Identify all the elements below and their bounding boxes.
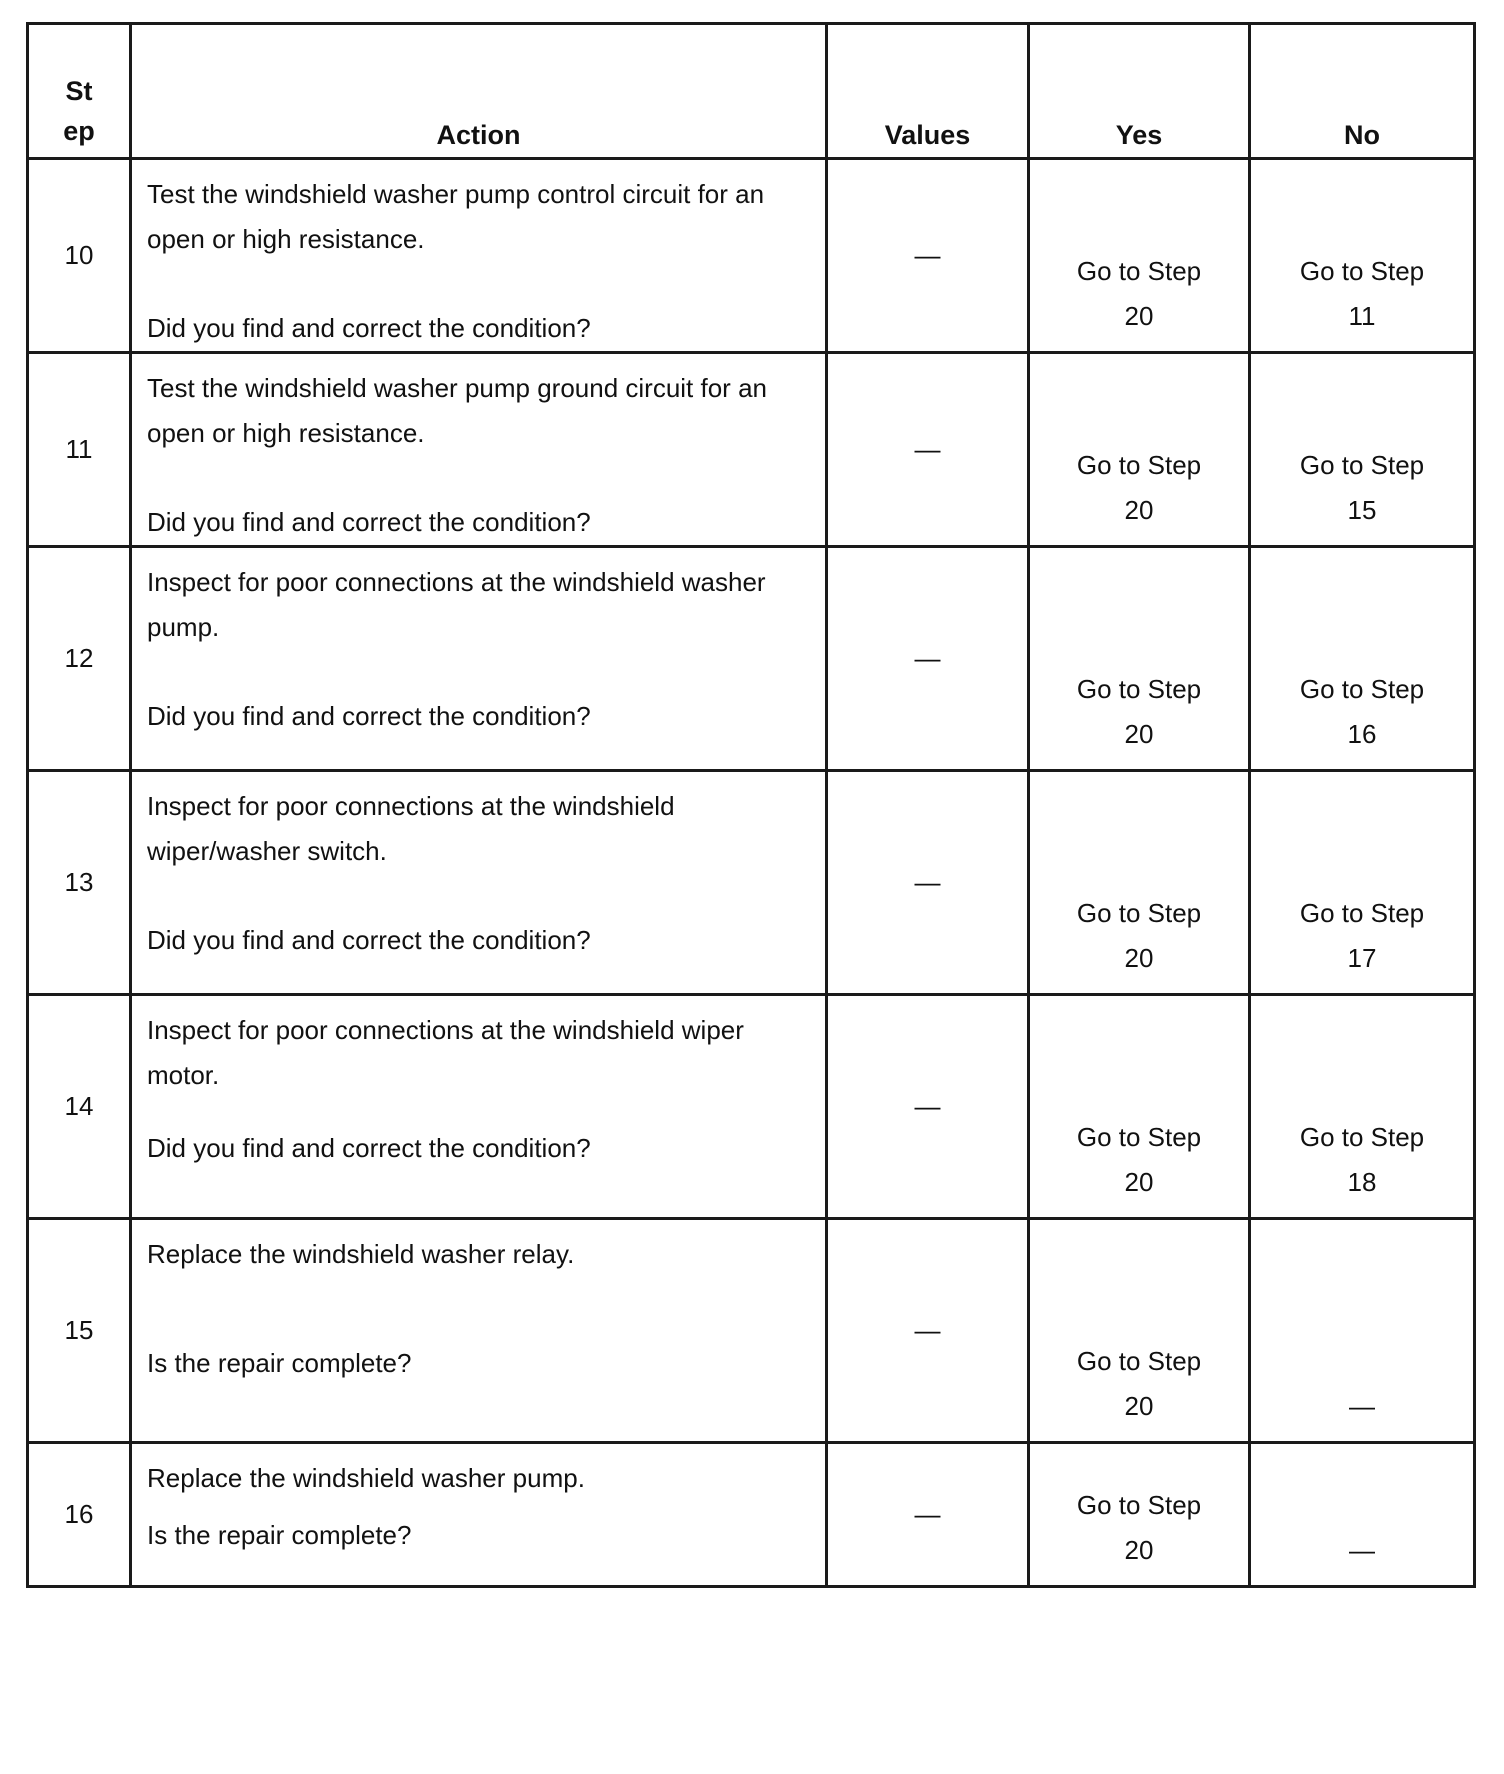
yes-goto-text: Go to Step [1076,674,1202,704]
no-goto-step: 18 [1347,1167,1377,1197]
no-cell [1250,159,1475,353]
values-cell [827,353,1029,547]
values-dash: — [914,1499,941,1529]
values-cell [827,771,1029,995]
action-question: Is the repair complete? [147,1348,412,1378]
table-row [28,771,1475,995]
action-cell [131,1219,827,1443]
header-no: No [1250,24,1475,159]
header-yes: Yes [1029,24,1250,159]
no-goto-step: 16 [1347,719,1377,749]
table-row [28,1219,1475,1443]
yes-goto-step: 20 [1124,1535,1154,1565]
action-cell [131,159,827,353]
no-cell [1250,771,1475,995]
values-dash: — [914,434,941,464]
no-cell [1250,547,1475,771]
header-action: Action [131,24,827,159]
action-text: Test the windshield washer pump ground circuit for an open or high resistance. [147,373,767,448]
header-step-line2: ep [63,116,95,146]
step-number: 10 [28,159,131,353]
header-step [28,24,131,159]
values-cell [827,1219,1029,1443]
no-goto-text: Go to Step [1299,898,1425,928]
no-goto-text: Go to Step [1299,674,1425,704]
yes-cell [1029,995,1250,1219]
yes-goto-step: 20 [1124,719,1154,749]
step-number: 15 [28,1219,131,1443]
action-cell [131,547,827,771]
action-cell [131,353,827,547]
values-cell [827,547,1029,771]
action-question: Did you find and correct the condition? [147,701,591,731]
yes-goto-step: 20 [1124,943,1154,973]
action-question: Is the repair complete? [147,1520,412,1550]
values-cell [827,1443,1029,1587]
no-dash: — [1349,1391,1375,1421]
values-dash: — [914,643,941,673]
step-number: 16 [28,1443,131,1587]
no-goto-step: 15 [1347,495,1377,525]
no-goto-step: 17 [1347,943,1377,973]
action-cell [131,1443,827,1587]
action-text: Replace the windshield washer relay. [147,1239,575,1269]
action-text: Inspect for poor connections at the windshield washer pump. [147,567,766,642]
yes-goto-text: Go to Step [1076,1346,1202,1376]
table-row [28,995,1475,1219]
no-goto-text: Go to Step [1299,450,1425,480]
no-goto-text: Go to Step [1299,256,1425,286]
table-row [28,1443,1475,1587]
action-text: Replace the windshield washer pump. [147,1463,585,1493]
action-text: Inspect for poor connections at the windshield wiper/washer switch. [147,791,675,866]
values-dash: — [914,867,941,897]
table-row [28,159,1475,353]
action-question: Did you find and correct the condition? [147,1133,591,1163]
header-row [28,24,1475,159]
yes-goto-step: 20 [1124,495,1154,525]
step-number: 13 [28,771,131,995]
action-question: Did you find and correct the condition? [147,313,591,343]
yes-goto-step: 20 [1124,301,1154,331]
yes-cell [1029,547,1250,771]
action-text: Inspect for poor connections at the windshield wiper motor. [147,1015,744,1090]
values-cell [827,995,1029,1219]
no-goto-step: 11 [1348,301,1376,331]
action-cell [131,771,827,995]
table-row [28,353,1475,547]
action-question: Did you find and correct the condition? [147,507,591,537]
values-cell [827,159,1029,353]
yes-goto-step: 20 [1124,1167,1154,1197]
no-cell [1250,995,1475,1219]
yes-cell [1029,353,1250,547]
header-step-line1: St [65,76,93,106]
yes-goto-text: Go to Step [1076,256,1202,286]
values-dash: — [914,240,941,270]
step-number: 11 [28,353,131,547]
diagnostic-table [26,22,1476,1588]
action-text: Test the windshield washer pump control circuit for an open or high resistance. [147,179,765,254]
action-question: Did you find and correct the condition? [147,925,591,955]
yes-goto-text: Go to Step [1076,1122,1202,1152]
yes-cell [1029,1219,1250,1443]
yes-goto-text: Go to Step [1076,898,1202,928]
no-dash: — [1349,1535,1375,1565]
step-number: 14 [28,995,131,1219]
table-row [28,547,1475,771]
step-number: 12 [28,547,131,771]
values-dash: — [914,1091,941,1121]
yes-cell [1029,1443,1250,1587]
yes-cell [1029,159,1250,353]
yes-goto-text: Go to Step [1076,450,1202,480]
yes-goto-step: 20 [1124,1391,1154,1421]
no-cell [1250,1219,1475,1443]
header-values: Values [827,24,1029,159]
no-cell [1250,1443,1475,1587]
no-goto-text: Go to Step [1299,1122,1425,1152]
yes-cell [1029,771,1250,995]
values-dash: — [914,1315,941,1345]
action-cell [131,995,827,1219]
no-cell [1250,353,1475,547]
yes-goto-text: Go to Step [1076,1490,1202,1520]
